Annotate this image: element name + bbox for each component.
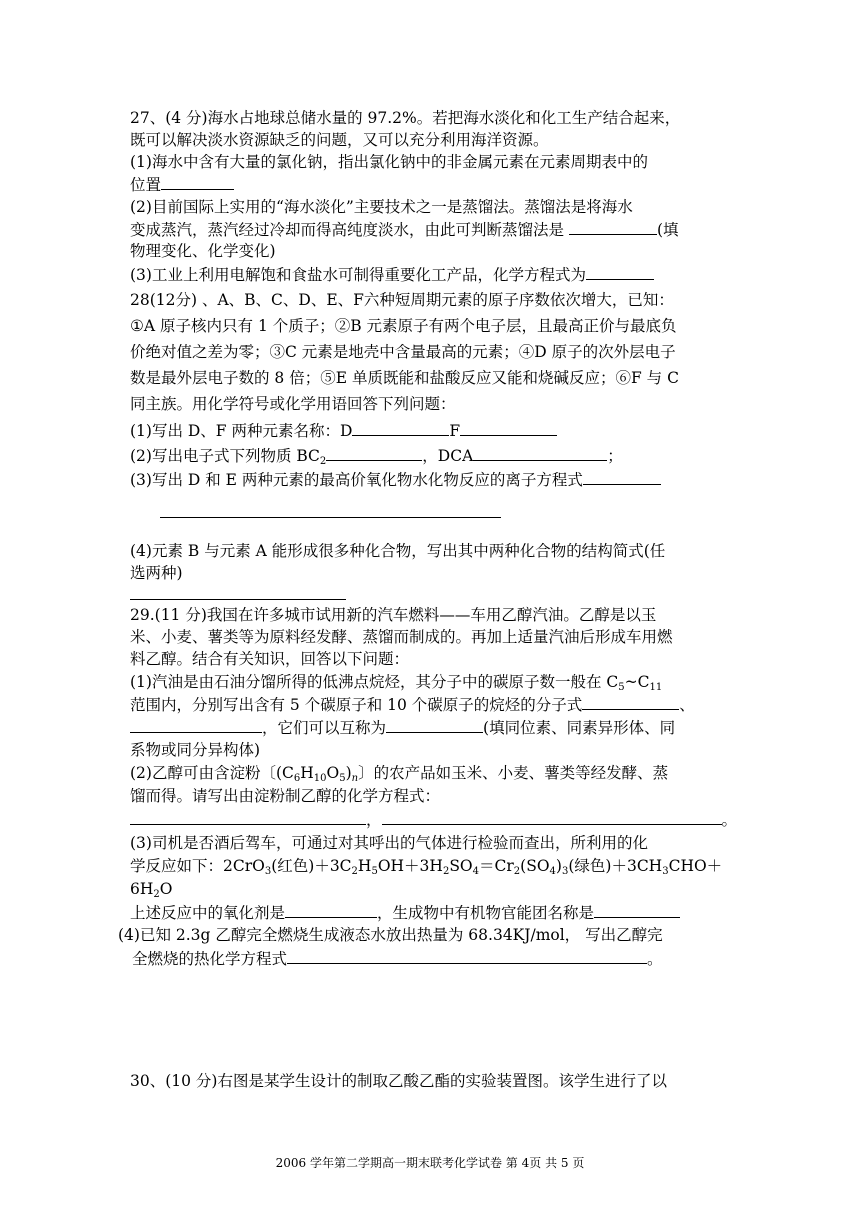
q27-line-1: 27、(4 分)海水占地球总储水量的 97.2%。若把海水淡化和化工生产结合起来， xyxy=(130,109,681,127)
q29-part4-line-1: (4)已知 2.3g 乙醇完全燃烧生成液态水放出热量为 68.34KJ/mol， 写出乙醇完 xyxy=(118,926,663,944)
q29-answer-blank-eq1 xyxy=(130,809,366,825)
q28-answer-blank-f xyxy=(460,420,557,436)
q27-part3: (3)工业上利用电解饱和食盐水可制得重要化工产品，化学方程式为 xyxy=(130,264,654,285)
q27-answer-blank-1 xyxy=(161,174,234,190)
q29-answer-blank-thermo xyxy=(287,948,647,964)
q29-line-1: 29.(11 分)我国在许多城市试用新的汽车燃料——车用乙醇汽油。乙醇是以玉 xyxy=(130,606,657,624)
q27-part1-line-2: 位置 xyxy=(130,174,234,195)
q29-line-3: 料乙醇。结合有关知识，回答以下问题： xyxy=(130,650,410,668)
q28-part2: (2)写出电子式下列物质 $BC_2$ ，DCA ； xyxy=(130,447,623,467)
q28-answer-line-3b xyxy=(160,517,501,518)
q29-answer-blank-c5 xyxy=(582,694,679,710)
q29-answer-blank-eq2 xyxy=(382,809,722,825)
q28-answer-blank-d xyxy=(352,420,449,436)
q29-part1-line-4: 系物或同分异构体) xyxy=(130,741,261,759)
q27-part2-line-3: 物理变化、化学变化) xyxy=(130,242,276,260)
q28-part1: (1)写出 D、F 两种元素名称：D F xyxy=(130,420,557,441)
q27-answer-blank-3 xyxy=(586,264,654,280)
q29-part1-line-2: 范围内，分别写出含有 5 个碳原子和 10 个碳原子的烷烃的分子式 、 xyxy=(130,696,695,714)
q29-part3-line-3: $6H_2O$ xyxy=(130,880,173,900)
q28-answer-blank-bc2 xyxy=(326,445,422,461)
q28-part3: (3)写出 D 和 E 两种元素的最高价氧化物水化物反应的离子方程式 xyxy=(130,469,661,490)
q29-answer-blank-oxidant xyxy=(285,902,377,918)
q29-part3-line-1: (3)司机是否酒后驾车，可通过对其呼出的气体进行检验而查出，所利用的化 xyxy=(130,834,648,852)
q29-part3-line-2: 学反应如下：2CrO$_3$(红色)$+3C_2H_5OH+3H_2SO_4=Cr_2(SO_4)_3$(绿色)$+3CH_3CHO+$ xyxy=(130,857,723,877)
q28-line-1: 28(12分) 、A、B、C、D、E、F六种短周期元素的原子序数依次增大，已知： xyxy=(130,291,674,309)
q28-line-2: ①A 原子核内只有 1 个质子；②B 元素原子有两个电子层，且最高正价与最底负 xyxy=(130,317,677,335)
q30-line-1: 30、(10 分)右图是某学生设计的制取乙酸乙酯的实验装置图。该学生进行了以 xyxy=(130,1072,667,1090)
q29-line-2: 米、小麦、薯类等为原料经发酵、蒸馏而制成的。再加上适量汽油后形成车用燃 xyxy=(130,628,673,646)
q29-part4-line-2: 全燃烧的热化学方程式 。 xyxy=(132,950,663,968)
q27-part1-line-1: (1)海水中含有大量的氯化钠，指出氯化钠中的非金属元素在元素周期表中的 xyxy=(130,153,648,171)
q29-answer-blank-relation xyxy=(386,717,483,733)
q28-line-4: 数是最外层电子数的 8 倍；⑤E 单质既能和盐酸反应又能和烧碱反应；⑥F 与 C xyxy=(130,369,679,387)
q28-line-3: 价绝对值之差为零；③C 元素是地壳中含量最高的元素；④D 原子的次外层电子 xyxy=(130,343,676,361)
q28-part4-line-1: (4)元素 B 与元素 A 能形成很多种化合物，写出其中两种化合物的结构简式(任 xyxy=(130,542,666,560)
q28-answer-blank-dca xyxy=(473,445,607,461)
q28-answer-line-4 xyxy=(130,599,346,600)
q29-part2-line-3: ， 。 xyxy=(130,809,737,830)
page-footer: 2006 学年第二学期高一期末联考化学试卷 第 4页 共 5 页 xyxy=(275,1156,585,1170)
q27-part2-line-1: (2)目前国际上实用的“海水淡化”主要技术之一是蒸馏法。蒸馏法是将海水 xyxy=(130,198,633,216)
q29-answer-blank-group xyxy=(594,902,680,918)
q29-part1-line-1: (1)汽油是由石油分馏所得的低沸点烷烃，其分子中的碳原子数一般在 $C_5\sim C_{11}$ xyxy=(130,673,663,693)
q28-part4-line-2: 选两种) xyxy=(130,564,183,582)
q28-answer-blank-3a xyxy=(583,469,661,485)
q29-part3-line-4: 上述反应中的氧化剂是 ，生成物中有机物官能团名称是 xyxy=(130,902,680,923)
q29-part1-line-3: ，它们可以互称为 (填同位素、同素异形体、同 xyxy=(130,717,675,738)
q29-part2-line-1: (2)乙醇可由含淀粉〔$(C_6H_{10}O_5)_n$〕的农产品如玉米、小麦、薯类等经发酵、蒸 xyxy=(130,764,669,784)
q29-part2-line-2: 馏而得。请写出由淀粉制乙醇的化学方程式： xyxy=(130,787,441,805)
q28-line-5: 同主族。用化学符号或化学用语回答下列问题： xyxy=(130,395,456,413)
q27-part2-line-2: 变成蒸汽，蒸汽经过冷却而得高纯度淡水，由此可判断蒸馏法是 (填 xyxy=(130,221,679,239)
q29-answer-blank-c10 xyxy=(130,717,262,733)
q27-line-2: 既可以解决淡水资源缺乏的问题，又可以充分利用海洋资源。 xyxy=(130,131,549,149)
q27-answer-blank-2 xyxy=(569,219,657,235)
